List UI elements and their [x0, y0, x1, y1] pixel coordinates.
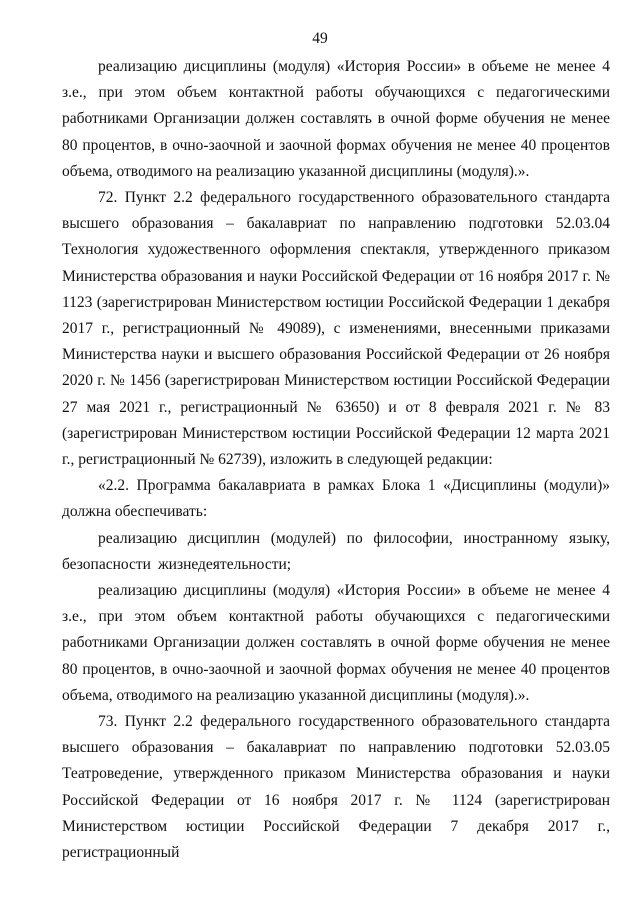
- paragraph-disciplines: реализацию дисциплин (модулей) по философии, иностранному языку, безопасности жизнедеятельности;: [62, 529, 610, 573]
- paragraph-continuation: реализацию дисциплины (модуля) «История России» в объеме не менее 4 з.е., при этом объем контактной работы обучающихся с педагогическими работниками Организации должен составлять в очной форме обучения не менее 80 процентов, в очно-заочной и заочной формах обучения не менее 40 процентов объема, отводимого на реализацию указанной дисциплины (модуля).».: [62, 58, 610, 180]
- paragraph-item-73: 73. Пункт 2.2 федерального государственного образовательного стандарта высшего образования – бакалавриат по направлению подготовки 52.03.05 Театроведение, утвержденного приказом Министерства образования и науки Российской Федерации от 16 ноября 2017 г. № 1124 (зарегистрирован Министерством юстиции Российской Федерации 7 декабря 2017 г., регистрационный: [62, 713, 610, 862]
- paragraph-history-russia: реализацию дисциплины (модуля) «История России» в объеме не менее 4 з.е., при этом объем контактной работы обучающихся с педагогическими работниками Организации должен составлять в очной форме обучения не менее 80 процентов, в очно-заочной и заочной формах обучения не менее 40 процентов объема, отводимого на реализацию указанной дисциплины (модуля).».: [62, 582, 610, 704]
- paragraph-item-72: 72. Пункт 2.2 федерального государственного образовательного стандарта высшего образования – бакалавриат по направлению подготовки 52.03.04 Технология художественного оформления спектакля, утвержденного приказом Министерства образования и науки Российской Федерации от 16 ноября 2017 г. № 1123 (зарегистрирован Министерством юстиции Российской Федерации 1 декабря 2017 г., регистрационный № 49089), с изменениями, внесенными приказами Министерства науки и высшего образования Российской Федерации от 26 ноября 2020 г. № 1456 (зарегистрирован Министерством юстиции Российской Федерации 27 мая 2021 г., регистрационный № 63650) и от 8 февраля 2021 г. № 83 (зарегистрирован Министерством юстиции Российской Федерации 12 марта 2021 г., регистрационный № 62739), изложить в следующей редакции:: [62, 189, 610, 469]
- page-number: 49: [312, 30, 328, 47]
- document-body: [62, 54, 610, 866]
- paragraph-quote-2-2: «2.2. Программа бакалавриата в рамках Блока 1 «Дисциплины (модули)» должна обеспечивать:: [62, 477, 610, 521]
